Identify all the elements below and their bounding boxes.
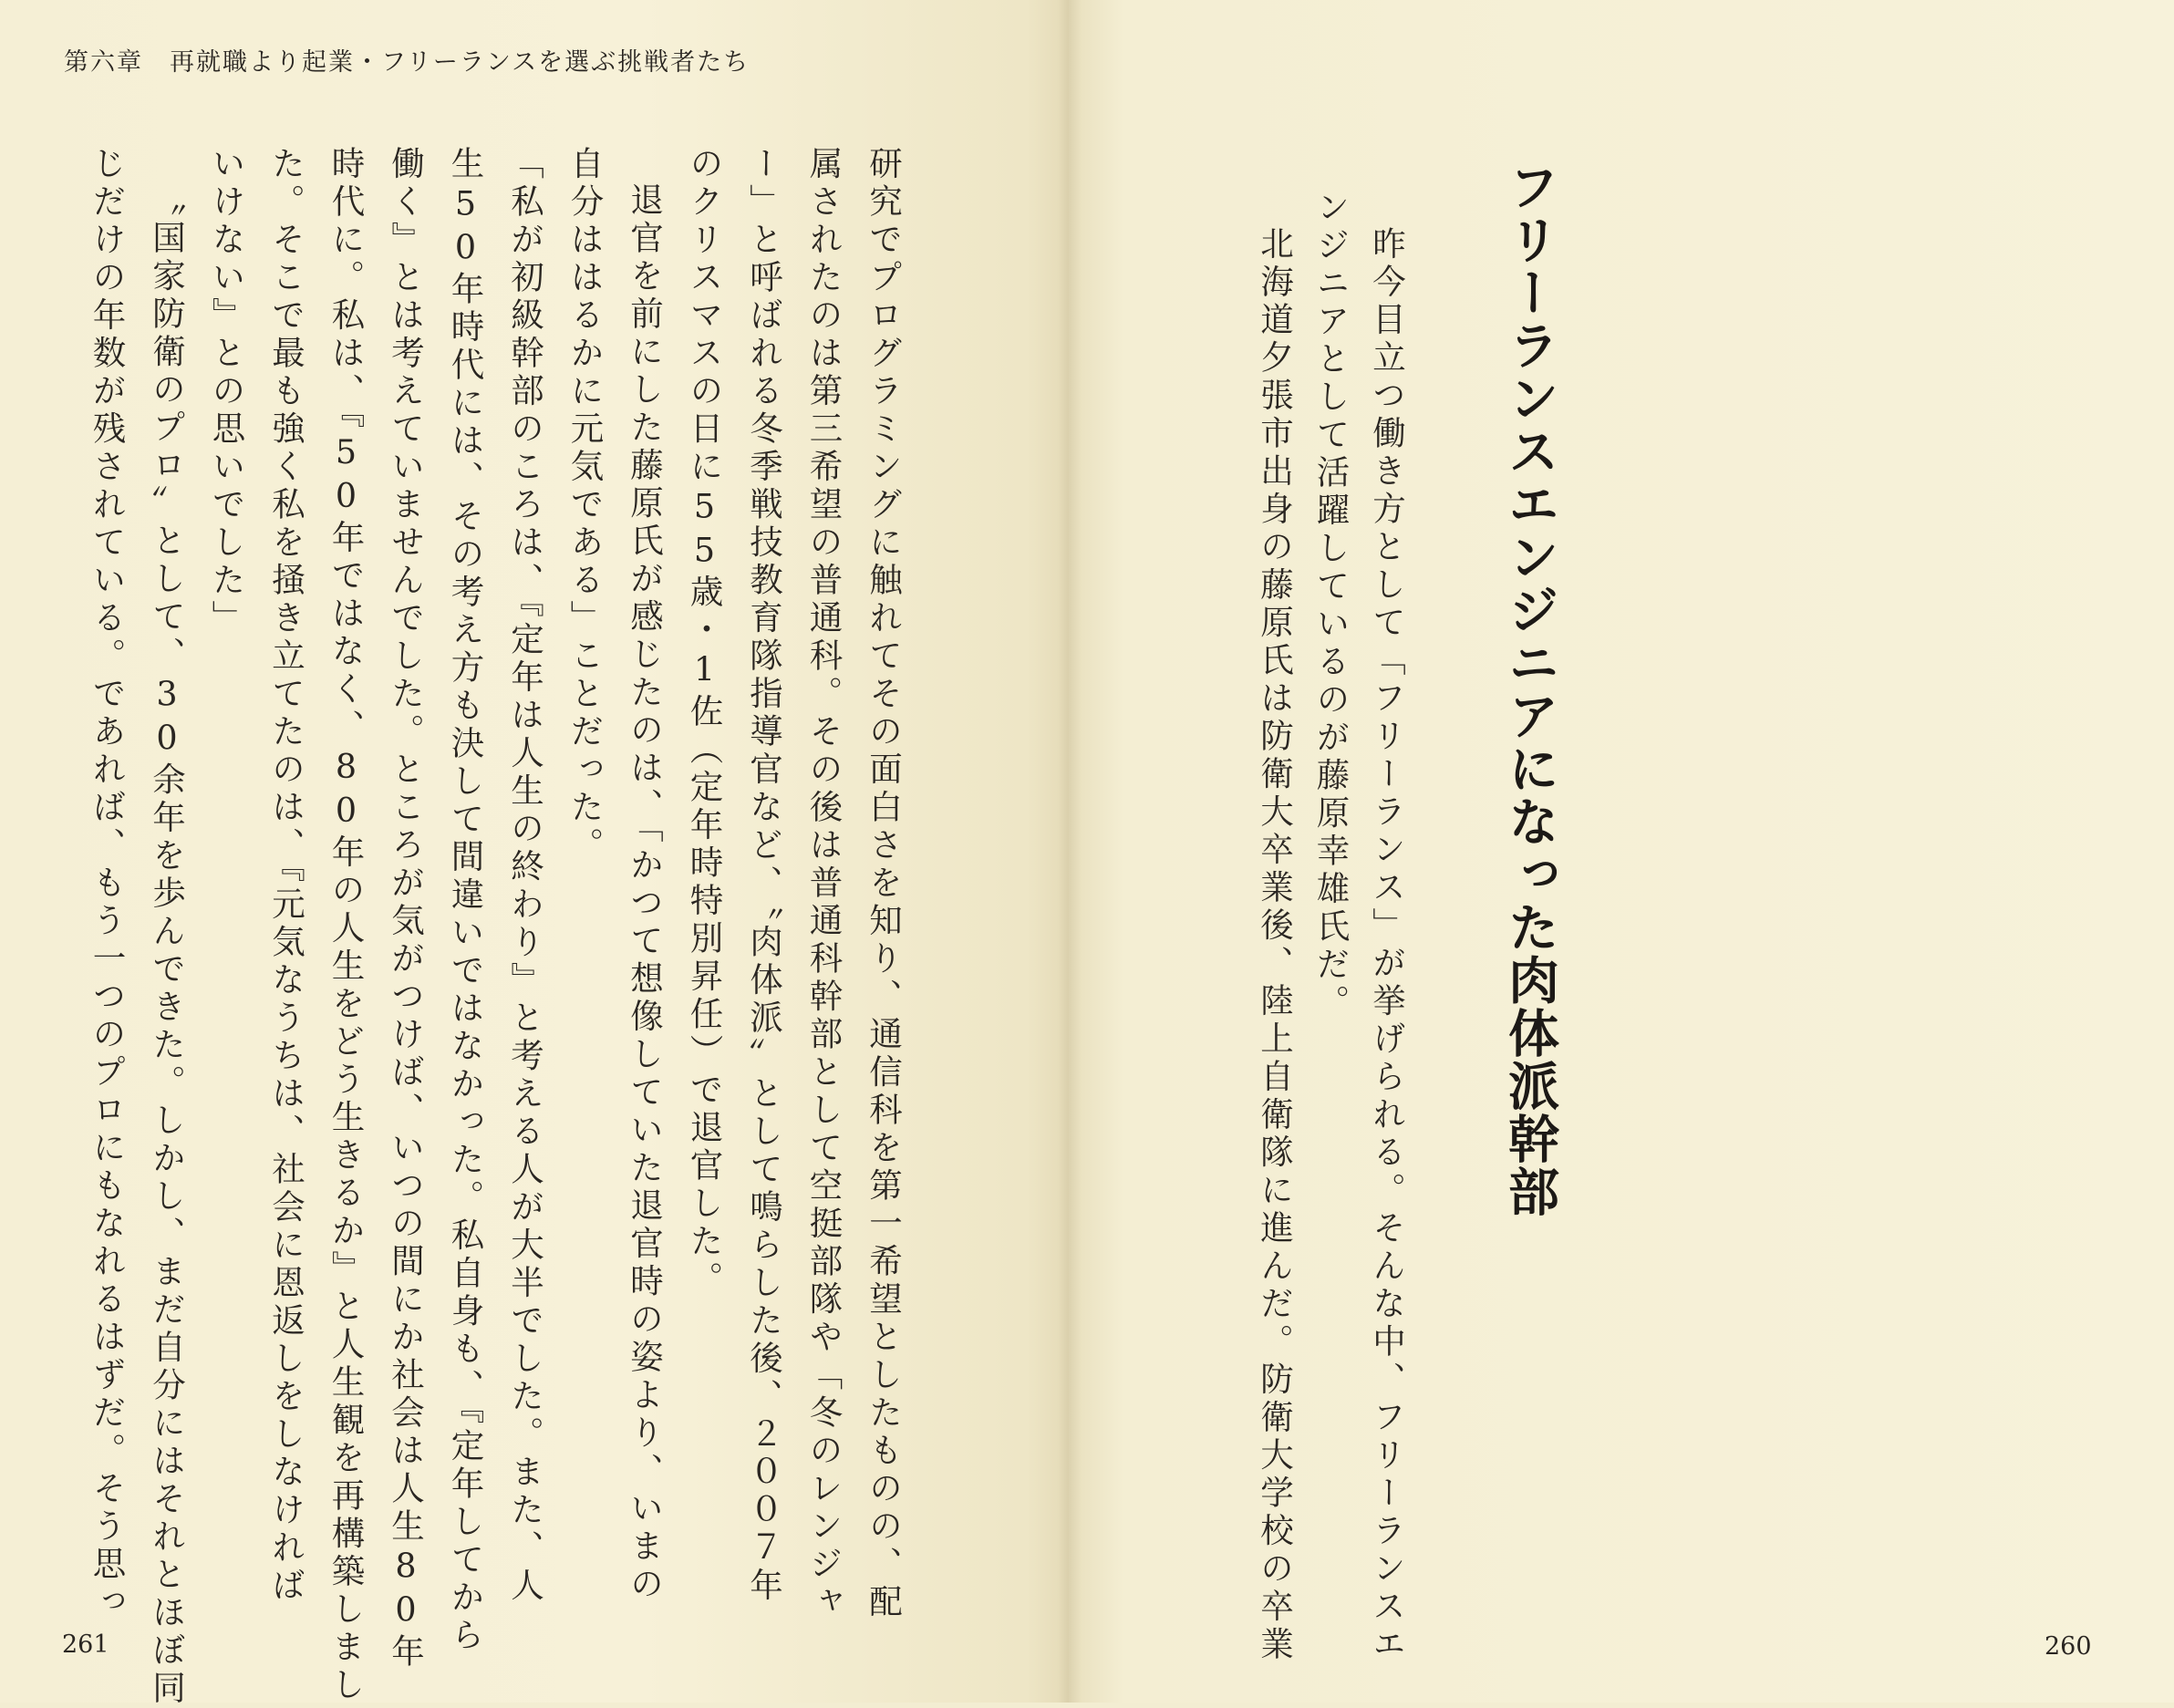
text-column: 自分ははるかに元気である」ことだった。	[565, 146, 605, 865]
text-column: 研究でプログラミングに触れてその面白さを知り、通信科を第一希望としたものの、配	[864, 146, 904, 1622]
page-number-left: 261	[62, 1630, 109, 1659]
text-column: 属されたのは第三希望の普通科。その後は普通科幹部として空挺部隊や「冬のレンジャ	[804, 146, 844, 1622]
text-column: 〝国家防衛のプロ〟として、30余年を歩んできた。しかし、まだ自分にはそれとほぼ同	[147, 182, 187, 1708]
text-column: 「私が初級幹部のころは、『定年は人生の終わり』と考える人が大半でした。また、人	[505, 146, 545, 1606]
text-column: のクリスマスの日に55歳・1佐（定年時特別昇任）で退官した。	[685, 146, 724, 1299]
text-column: いけない』との思いでした」	[207, 146, 246, 638]
text-column: じだけの年数が残されている。であれば、もう一つのプロにもなれるはずだ。そう思っ	[88, 146, 127, 1622]
section-heading: フリーランスエンジニアになった肉体派幹部	[1500, 160, 1560, 1218]
text-column: 時代に。私は、『50年ではなく、80年の人生をどう生きるか』と人生観を再構築しまし	[326, 146, 366, 1705]
text-column: 昨今目立つ働き方として「フリーランス」が挙げられる。そんな中、フリーランスエ	[1367, 226, 1407, 1664]
text-column: ー」と呼ばれる冬季戦技教育隊指導官など、〝肉体派〟として鳴らした後、２００７年	[744, 146, 784, 1606]
text-column: 北海道夕張市出身の藤原氏は防衛大卒業後、陸上自衛隊に進んだ。防衛大学校の卒業	[1255, 226, 1295, 1664]
text-column: た。そこで最も強く私を掻き立てたのは、『元気なうちは、社会に恩返しをしなければ	[266, 146, 306, 1606]
text-column: ンジニアとして活躍しているのが藤原幸雄氏だ。	[1311, 190, 1351, 1022]
text-column: 退官を前にした藤原氏が感じたのは、「かつて想像していた退官時の姿より、いまの	[625, 182, 665, 1604]
text-column: 生50年時代には、その考え方も決して間違いではなかった。私自身も、『定年してから	[446, 146, 485, 1655]
running-head: 第六章 再就職より起業・フリーランスを選ぶ挑戦者たち	[64, 48, 751, 77]
book-gutter	[1058, 0, 1082, 1703]
text-column: 働く』とは考えていませんでした。ところが気がつけば、いつの間にか社会は人生80年	[386, 146, 426, 1672]
page-number-right: 260	[2045, 1632, 2092, 1661]
right-page	[1069, 0, 2174, 1703]
